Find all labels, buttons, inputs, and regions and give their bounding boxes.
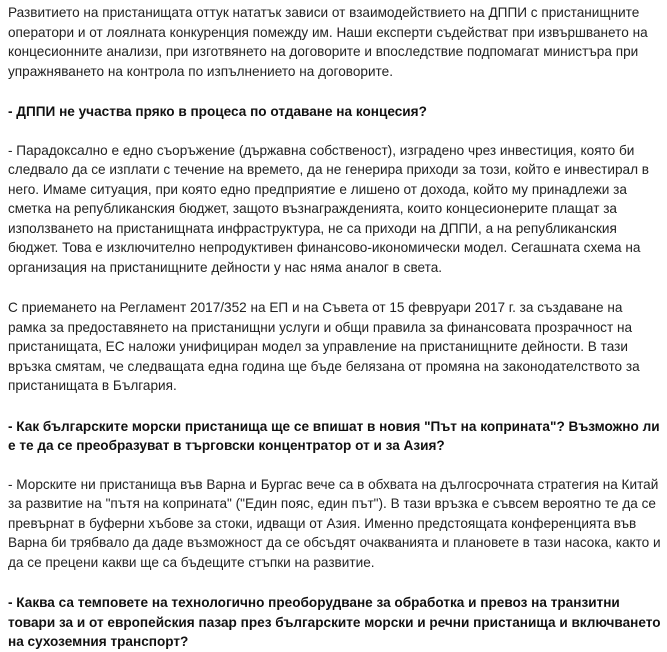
interview-question-3: - Каква са темповете на технологично преоборудване за обработка и превоз на транзитни товари за и от европейския пазар през българските морски и речни пристанища и включването на сухоземния транспорт?: [8, 595, 661, 649]
article-paragraph-4: - Морските ни пристанища във Варна и Бургас вече са в обхвата на дългосрочната стратегия на Китай за развитие на "пътя на коприната" ("Един пояс, един път"). В тази връзка е съвсем вероятно те да се превърнат в буферни хъбове за стоки, идващи от Азия. Именно предстоящата конференцията във Варна би трябвало да даде възможност да се обсъдят очакванията и плановете в тази насока, както и да се прецени какви ще са бъдещите стъпки на развитие.: [8, 476, 661, 570]
article-paragraph-3: С приемането на Регламент 2017/352 на ЕП и на Съвета от 15 февруари 2017 г. за създаване на рамка за предоставянето на пристанищни услуги и общи правила за финансовата прозрачност на пристанищата, ЕС наложи унифициран модел за управление на пристанищните дейности. В тази връзка смятам, че следващата една година ще бъде белязана от промяна на законодателството за пристанищата в България.: [8, 300, 640, 393]
interview-question-1: - ДППИ не участва пряко в процеса по отдаване на концесия?: [8, 104, 427, 119]
article-paragraph-1: Развитието на пристанищата оттук нататък зависи от взаимодействието на ДППИ с пристанищните оператори и от лоялната конкуренция помежду им. Наши експерти съдействат при извършването на концесионните анализи, при изготвянето на договорите и впоследствие подпомагат министъра при упражняването на контрола по изпълнението на договорите.: [8, 5, 648, 79]
interview-question-2: - Как българските морски пристанища ще се впишат в новия "Път на коприната"? Възможно ли е те да се преобразуват в търговски концентратор от и за Азия?: [8, 418, 660, 453]
article-paragraph-2: - Парадоксално е едно съоръжение (държавна собственост), изградено чрез инвестиция, която би следвало да се изплати с течение на времето, да не генерира приходи за този, който е инвестирал в него. Имаме ситуация, при която едно предприятие е лишено от дохода, който му принадлежи за сметка на републиканския бюджет, защото възнагражденията, които концесионерите плащат за използването на пристанищната инфраструктура, не са приходи на ДППИ, а на републиканския бюджет. Това е изключително непродуктивен финансово-икономически модел. Сегашната схема на организация на пристанищните дейности у нас няма аналог в света.: [8, 142, 650, 275]
